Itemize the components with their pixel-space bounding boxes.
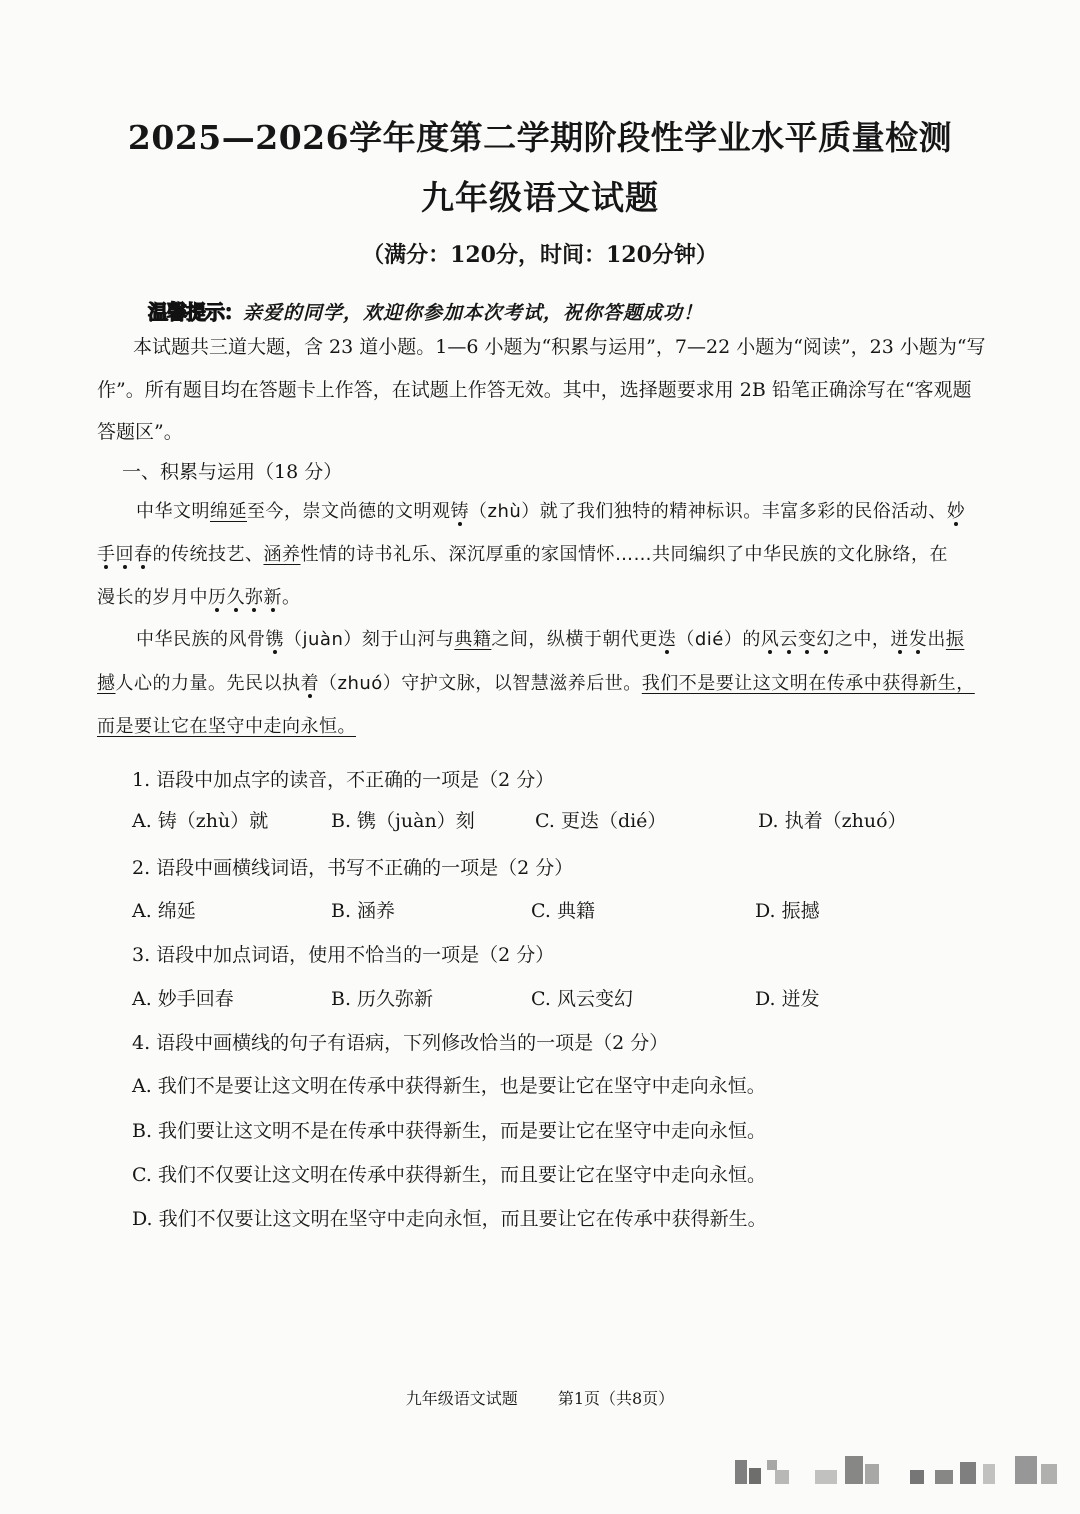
passage-2-line-2: 撼人心的力量。先民以执着（zhuó）守护文脉，以智慧滋养后世。我们不是要让这文明在传承中获得新生， [97, 673, 975, 694]
tip-text: 亲爱的同学，欢迎你参加本次考试，祝你答题成功！ [243, 302, 704, 324]
footer-page-number: 第1页（共8页） [557, 1389, 675, 1408]
footer-title: 九年级语文试题 [405, 1389, 518, 1408]
warm-tip [148, 296, 703, 325]
question-1-option-d[interactable]: D. 执着（zhuó） [758, 810, 907, 832]
question-4-option-b[interactable]: B. 我们要让这文明不是在传承中获得新生，而是要让它在坚守中走向永恒。 [132, 1120, 767, 1142]
underlined-sentence-part-2: 而是要让它在坚守中走向永恒。 [97, 716, 356, 737]
section-heading: 一、积累与运用（18 分） [122, 461, 343, 483]
question-1-option-c[interactable]: C. 更迭（dié） [535, 810, 667, 832]
dotted-char-zhuo: 着 [300, 673, 319, 694]
page-footer [0, 1386, 1080, 1409]
question-4-option-c[interactable]: C. 我们不仅要让这文明在传承中获得新生，而且要让它在坚守中走向永恒。 [132, 1164, 766, 1186]
question-2-option-c[interactable]: C. 典籍 [531, 900, 595, 922]
question-2-option-a[interactable]: A. 绵延 [132, 900, 196, 922]
question-3-option-c[interactable]: C. 风云变幻 [531, 988, 633, 1010]
passage-2-line-3 [97, 707, 977, 747]
question-2-stem: 2. 语段中画横线词语，书写不正确的一项是（2 分） [132, 857, 574, 879]
tip-label: 温馨提示： [148, 300, 243, 324]
underlined-word-mianyan: 绵延 [210, 501, 247, 522]
watermark-image [735, 1456, 1065, 1486]
question-1-option-b[interactable]: B. 镌（juàn）刻 [331, 810, 475, 832]
question-3-option-a[interactable]: A. 妙手回春 [132, 988, 234, 1010]
instructions-line-2: 作”。所有题目均在答题卡上作答，在试题上作答无效。其中，选择题要求用 2B 铅笔正确涂写在“客观题 [97, 379, 972, 401]
underlined-sentence-part-1: 我们不是要让这文明在传承中获得新生， [641, 673, 975, 694]
question-3-option-d[interactable]: D. 迸发 [755, 988, 820, 1010]
question-1-option-a[interactable]: A. 铸（zhù）就 [132, 810, 269, 832]
question-2-option-d[interactable]: D. 振撼 [755, 900, 820, 922]
question-2-option-b[interactable]: B. 涵养 [331, 900, 396, 922]
instructions-line-1: 本试题共三道大题，含 23 道小题。1—6 小题为“积累与运用”，7—22 小题为“阅读”，23 小题为“写 [133, 336, 986, 358]
dotted-char-die: 迭 [657, 629, 677, 650]
underlined-word-dianji: 典籍 [454, 629, 492, 650]
underlined-word-hanyang: 涵养 [263, 544, 301, 565]
question-1-stem: 1. 语段中加点字的读音，不正确的一项是（2 分） [132, 769, 555, 791]
question-3-stem: 3. 语段中加点词语，使用不恰当的一项是（2 分） [132, 944, 555, 966]
exam-score-time: （满分：120分，时间：120分钟） [362, 242, 718, 268]
instructions-line-3: 答题区”。 [97, 421, 183, 443]
exam-subtitle: 九年级语文试题 [421, 178, 659, 217]
exam-title: 2025—2026学年度第二学期阶段性学业水平质量检测 [127, 118, 953, 157]
passage-2-line-1: 中华民族的风骨镌（juàn）刻于山河与典籍之间，纵横于朝代更迭（dié）的风云变幻之中，迸发出振 [136, 629, 965, 650]
dotted-char-zhu: 铸 [450, 501, 469, 522]
dotted-char-juan: 镌 [265, 629, 284, 650]
question-3-option-b[interactable]: B. 历久弥新 [331, 988, 434, 1010]
question-4-stem: 4. 语段中画横线的句子有语病，下列修改恰当的一项是（2 分） [132, 1032, 669, 1054]
question-4-option-a[interactable]: A. 我们不是要让这文明在传承中获得新生，也是要让它在坚守中走向永恒。 [132, 1075, 766, 1097]
question-4-option-d[interactable]: D. 我们不仅要让这文明在坚守中走向永恒，而且要让它在传承中获得新生。 [132, 1208, 767, 1230]
passage-1-line-3: 漫长的岁月中历久弥新。 [97, 587, 301, 608]
passage-1-line-2: 手回春的传统技艺、涵养性情的诗书礼乐、深沉厚重的家国情怀……共同编织了中华民族的文化脉络，在 [97, 544, 948, 565]
passage-1-line-1: 中华文明绵延至今，崇文尚德的文明观铸（zhù）就了我们独特的精神标识。丰富多彩的民俗活动、妙 [136, 501, 966, 522]
